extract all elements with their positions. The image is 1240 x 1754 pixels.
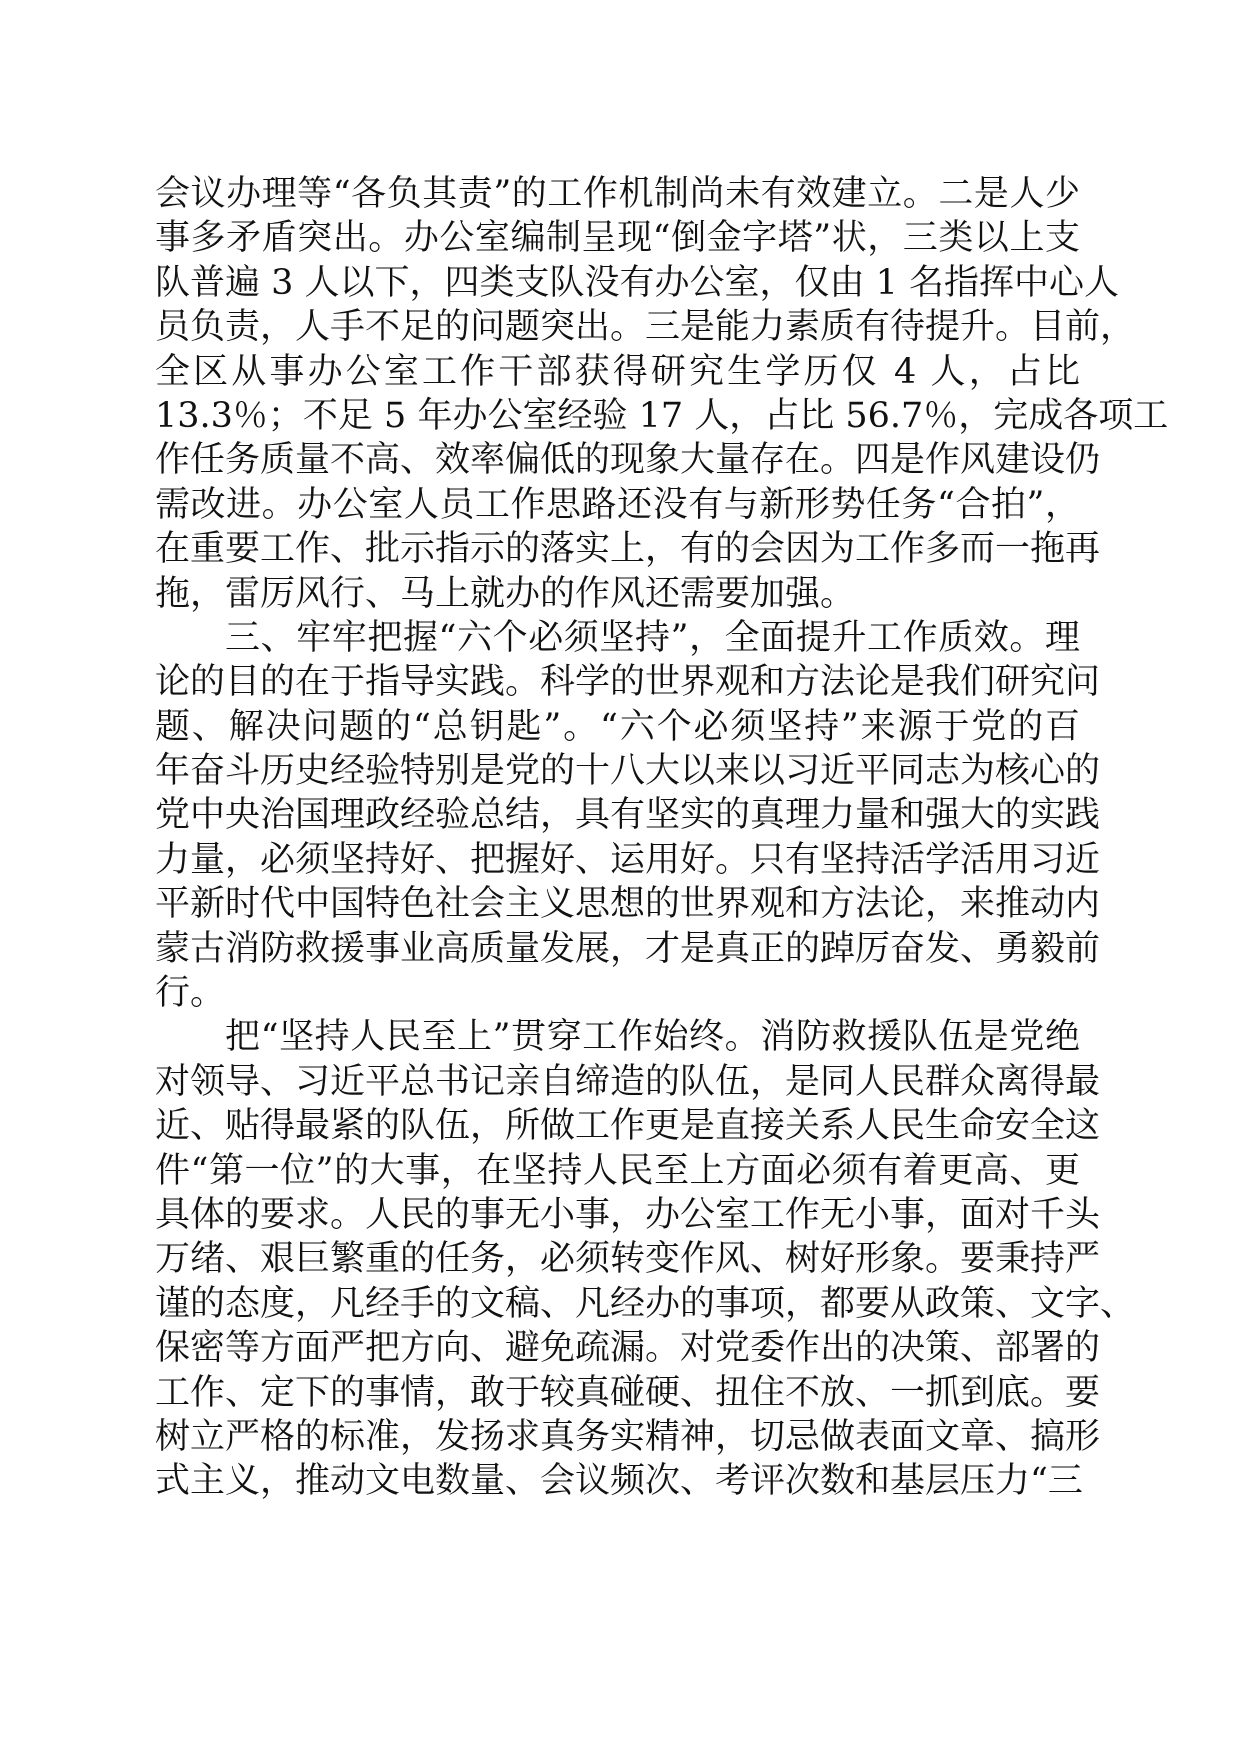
text-line: 需改进。办公室人员工作思路还没有与新形势任务“合拍”， <box>155 484 1080 525</box>
text-line: 队普遍 3 人以下，四类支队没有办公室，仅由 1 名指挥中心人 <box>155 262 1120 303</box>
text-line: 作任务质量不高、效率偏低的现象大量存在。四是作风建设仍 <box>155 440 1101 481</box>
text-line: 年奋斗历史经验特别是党的十八大以来以习近平同志为核心的 <box>155 751 1101 792</box>
document-body <box>155 172 1169 1504</box>
text-line: 保密等方面严把方向、避免疏漏。对党委作出的决策、部署的 <box>155 1328 1101 1369</box>
paragraph-2 <box>155 616 1101 1016</box>
text-line: 在重要工作、批示指示的落实上，有的会因为工作多而一拖再 <box>155 529 1101 570</box>
paragraph-1 <box>155 172 1169 616</box>
text-line: 件“第一位”的大事，在坚持人民至上方面必须有着更高、更 <box>155 1150 1080 1191</box>
text-line: 对领导、习近平总书记亲自缔造的队伍，是同人民群众离得最 <box>155 1061 1101 1102</box>
text-line: 论的目的在于指导实践。科学的世界观和方法论是我们研究问 <box>155 662 1101 703</box>
text-line: 平新时代中国特色社会主义思想的世界观和方法论，来推动内 <box>155 884 1101 925</box>
text-line: 会议办理等“各负其责”的工作机制尚未有效建立。二是人少 <box>155 174 1080 214</box>
text-line: 蒙古消防救援事业高质量发展，才是真正的踔厉奋发、勇毅前 <box>155 928 1101 969</box>
text-line: 万绪、艰巨繁重的任务，必须转变作风、树好形象。要秉持严 <box>155 1239 1101 1280</box>
text-line: 近、贴得最紧的队伍，所做工作更是直接关系人民生命安全这 <box>155 1106 1101 1147</box>
text-line: 党中央治国理政经验总结，具有坚实的真理力量和强大的实践 <box>155 795 1101 836</box>
text-line: 行。 <box>155 973 226 1014</box>
text-line: 拖，雷厉风行、马上就办的作风还需要加强。 <box>155 573 856 614</box>
text-line: 三、牢牢把握“六个必须坚持”，全面提升工作质效。理 <box>225 617 1080 658</box>
text-line: 员负责，人手不足的问题突出。三是能力素质有待提升。目前， <box>155 307 1136 348</box>
text-line: 全区从事办公室工作干部获得研究生学历仅 4 人，占比 <box>155 351 1080 392</box>
text-line: 式主义，推动文电数量、会议频次、考评次数和基层压力“三 <box>155 1461 1083 1502</box>
text-line: 树立严格的标准，发扬求真务实精神，切忌做表面文章、搞形 <box>155 1416 1101 1457</box>
text-line: 13.3％；不足 5 年办公室经验 17 人，占比 56.7％，完成各项工 <box>155 395 1169 436</box>
text-line: 力量，必须坚持好、把握好、运用好。只有坚持活学活用习近 <box>155 839 1101 880</box>
text-line: 工作、定下的事情，敢于较真碰硬、扭住不放、一抓到底。要 <box>155 1372 1101 1413</box>
paragraph-3 <box>155 1015 1136 1503</box>
text-line: 题、解决问题的“总钥匙”。“六个必须坚持”来源于党的百 <box>155 706 1080 747</box>
text-line: 把“坚持人民至上”贯穿工作始终。消防救援队伍是党绝 <box>225 1017 1080 1058</box>
text-line: 具体的要求。人民的事无小事，办公室工作无小事，面对千头 <box>155 1194 1101 1235</box>
text-line: 谨的态度，凡经手的文稿、凡经办的事项，都要从政策、文字、 <box>155 1283 1136 1324</box>
text-line: 事多矛盾突出。办公室编制呈现“倒金字塔”状，三类以上支 <box>155 218 1080 259</box>
